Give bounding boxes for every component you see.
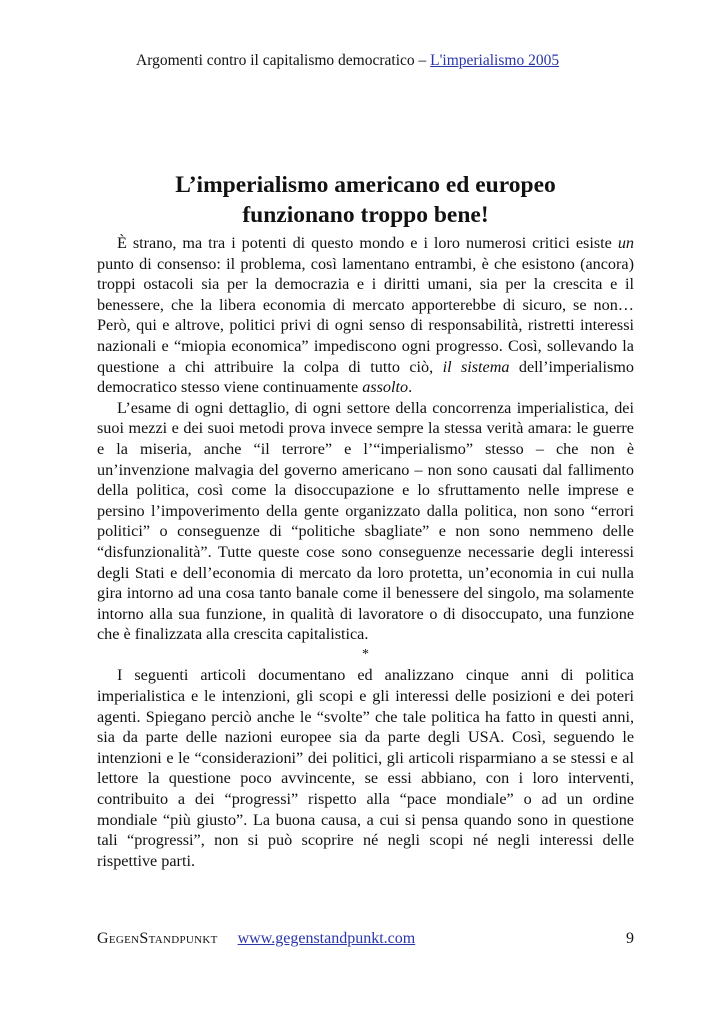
paragraph-1 xyxy=(97,233,634,398)
paragraph-3: I seguenti articoli documentano ed analizzano cinque anni di politica imperialistica e le intenzioni, gli scopi e gli interessi delle posizioni e dei poteri agenti. Spiegano perciò anche le “svolte” che tale politica ha fatto in questi anni, sia da parte delle nazioni europee sia da parte degli USA. Così, seguendo le intenzioni e le “considerazioni” dei politici, gli articoli risparmiano a se stessi e al lettore la questione poco avvincente, se essi abbiano, con i loro interventi, contribuito a dei “progressi” rispetto alla “pace mondiale” o ad un ordine mondiale “più giusto”. La buona causa, a cui si pensa quando sono in questione tali “progressi”, non si può scoprire né negli scopi né negli interessi delle rispettive parti. xyxy=(97,666,634,870)
title-line-1: L’imperialismo americano ed europeo xyxy=(175,172,556,198)
page-number: 9 xyxy=(626,930,634,947)
p1-emphasis-sistema: il sistema xyxy=(442,357,510,376)
p1-text-a: È strano, ma tra i potenti di questo mondo e i loro numerosi critici esiste xyxy=(117,234,618,252)
running-title: Argomenti contro il capitalismo democratico – xyxy=(136,52,427,69)
article-body xyxy=(97,233,634,871)
p1-text-c: dell’imperialismo democratico stesso viene continuamente xyxy=(97,357,634,397)
publisher-brand: GegenStandpunkt xyxy=(97,930,218,947)
page-footer xyxy=(97,930,634,948)
article-title xyxy=(97,170,634,230)
section-link[interactable]: L'imperialismo 2005 xyxy=(430,52,560,69)
p1-emphasis-un: un xyxy=(617,234,634,252)
p1-emphasis-assolto: assolto xyxy=(362,378,409,397)
running-header xyxy=(136,52,636,70)
publisher-url-link[interactable]: www.gegenstandpunkt.com xyxy=(237,930,416,947)
title-line-2: funzionano troppo bene! xyxy=(242,202,489,228)
section-separator: * xyxy=(362,646,369,662)
paragraph-2: L’esame di ogni dettaglio, di ogni settore della concorrenza imperialistica, dei suoi mezzi e dei suoi metodi prova invece sempre la stessa verità amara: le guerre e la miseria, anche “il terrore” e l’“imperialismo” stesso – che non è un’invenzione malvagia del governo americano – non sono causati dal fallimento della politica, così come la disoccupazione e lo sfruttamento nelle imprese e persino l’impoverimento della gente organizzato dalla politica, non sono “errori politici” o conseguenze di “politiche sbagliate” e non sono nemmeno delle “disfunzionalità”. Tutte queste cose sono conseguenze necessarie degli interessi degli Stati e dell’economia di mercato da loro protetta, un’economia in cui nulla gira intorno ad una cosa tanto banale come il benessere del singolo, ma solamente intorno alla sua funzione, in qualità di lavoratore o di disoccupato, una funzione che è finalizzata alla crescita capitalistica. xyxy=(97,398,634,644)
p1-text-b: punto di consenso: il problema, così lamentano entrambi, è che esistono (ancora) troppi ostacoli sia per la democrazia e i diritti umani, sia per la crescita e il benessere, che la libera economia di mercato apporterebbe di sicuro, se non… Però, qui e altrove, politici privi di ogni senso di responsabilità, ristretti interessi nazionali e “miopia economica” impediscono ogni progresso. Così, sollevando la questione a chi attribuire la colpa di tutto ciò, xyxy=(97,254,634,376)
p1-text-d: . xyxy=(408,378,413,397)
